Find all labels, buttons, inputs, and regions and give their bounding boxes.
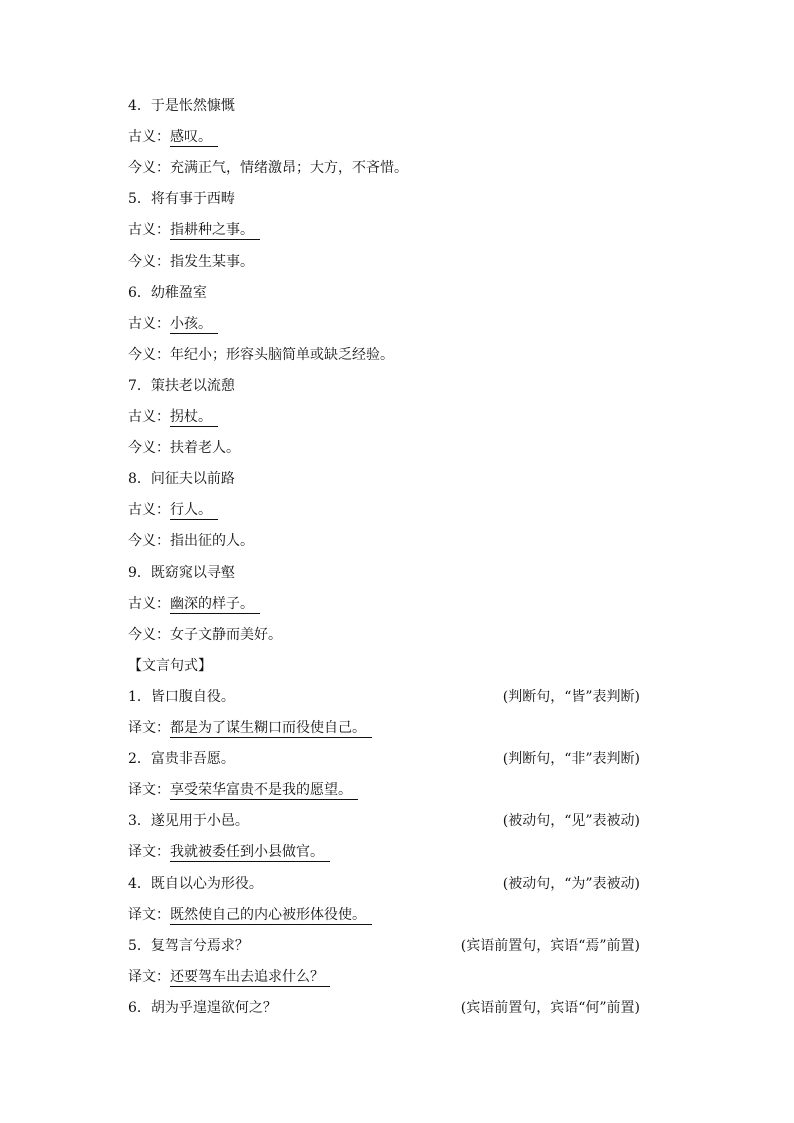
line-label: 译文： (128, 968, 170, 985)
line-label: 今义： (128, 160, 170, 177)
line-text: 5．将有事于西畴 (128, 191, 235, 208)
line-text: 8．问征夫以前路 (128, 471, 235, 488)
text-line (128, 529, 640, 553)
text-line (128, 716, 640, 740)
line-text: 5．复驾言兮焉求？ (128, 937, 249, 954)
line-label: 古义： (128, 129, 170, 146)
sentence-type-note: (宾语前置句，宾语“焉”前置) (460, 937, 640, 954)
sentence-type-note: (判断句，“皆”表判断) (502, 688, 640, 705)
line-label: 古义： (128, 595, 170, 612)
underlined-answer: 幽深的样子。 (170, 596, 260, 614)
underlined-answer: 还要驾车出去追求什么？ (170, 969, 330, 987)
line-text: 2．富贵非吾愿。 (128, 751, 235, 768)
text-line (128, 840, 640, 864)
text-line (128, 654, 640, 678)
text-line (128, 996, 640, 1020)
text-line (128, 965, 640, 989)
line-label: 古义： (128, 222, 170, 239)
text-line (128, 343, 640, 367)
line-text: 指发生某事。 (170, 253, 254, 270)
underlined-answer: 小孩。 (170, 316, 218, 334)
line-label: 译文： (128, 906, 170, 923)
underlined-answer: 我就被委任到小县做官。 (170, 844, 330, 862)
underlined-answer: 拐杖。 (170, 409, 218, 427)
line-text: 7．策扶老以流憩 (128, 377, 235, 394)
line-label: 译文： (128, 720, 170, 736)
line-label: 今义： (128, 440, 170, 457)
text-line (128, 623, 640, 647)
text-line (128, 374, 640, 398)
text-line (128, 934, 640, 958)
line-label: 今义： (128, 346, 170, 363)
text-line (128, 685, 640, 709)
underlined-answer: 行人。 (170, 502, 218, 520)
line-text: 3．遂见用于小邑。 (128, 813, 249, 830)
text-line (128, 156, 640, 180)
text-line (128, 561, 640, 585)
sentence-type-note: (宾语前置句，宾语“何”前置) (460, 999, 640, 1016)
text-line (128, 872, 640, 896)
text-line (128, 747, 640, 771)
text-line (128, 125, 640, 149)
text-line (128, 218, 640, 242)
sentence-type-note: (被动句，“见”表被动) (502, 813, 640, 830)
line-label: 古义： (128, 315, 170, 332)
underlined-answer: 享受荣华富贵不是我的愿望。 (170, 782, 358, 800)
line-text: 扶着老人。 (170, 440, 240, 457)
line-label: 古义： (128, 502, 170, 519)
text-line (128, 436, 640, 460)
text-line (128, 809, 640, 833)
text-line (128, 467, 640, 491)
line-text: 充满正气，情绪激昂；大方，不吝惜。 (170, 160, 408, 177)
line-label: 译文： (128, 844, 170, 861)
underlined-answer: 指耕种之事。 (170, 222, 260, 240)
text-line (128, 312, 640, 336)
line-text: 1．皆口腹自役。 (128, 688, 235, 705)
line-label: 译文： (128, 782, 170, 799)
text-line (128, 498, 640, 522)
sentence-type-note: (被动句，“为”表被动) (502, 875, 640, 892)
line-label: 今义： (128, 626, 170, 643)
line-label: 今义： (128, 533, 170, 550)
line-text: 9．既窈窕以寻壑 (128, 564, 235, 581)
text-line (128, 187, 640, 211)
line-text: 6．幼稚盈室 (128, 284, 207, 301)
line-label: 今义： (128, 253, 170, 270)
underlined-answer: 感叹。 (170, 129, 218, 147)
underlined-answer: 既然使自己的内心被形体役使。 (170, 907, 372, 925)
text-line (128, 94, 640, 118)
line-text: 4．于是怅然慷慨 (128, 98, 235, 114)
text-line (128, 903, 640, 927)
text-line (128, 281, 640, 305)
line-text: 【文言句式】 (128, 657, 212, 674)
line-text: 女子文静而美好。 (170, 626, 282, 643)
line-text: 年纪小；形容头脑简单或缺乏经验。 (170, 346, 394, 363)
text-line (128, 778, 640, 802)
line-text: 指出征的人。 (170, 533, 254, 550)
underlined-answer: 都是为了谋生糊口而役使自己。 (170, 720, 372, 738)
line-text: 4．既自以心为形役。 (128, 875, 263, 892)
line-text: 6．胡为乎遑遑欲何之？ (128, 999, 277, 1016)
text-line (128, 592, 640, 616)
line-label: 古义： (128, 409, 170, 425)
text-line (128, 405, 640, 429)
text-line (128, 250, 640, 274)
sentence-type-note: (判断句，“非”表判断) (502, 751, 640, 768)
